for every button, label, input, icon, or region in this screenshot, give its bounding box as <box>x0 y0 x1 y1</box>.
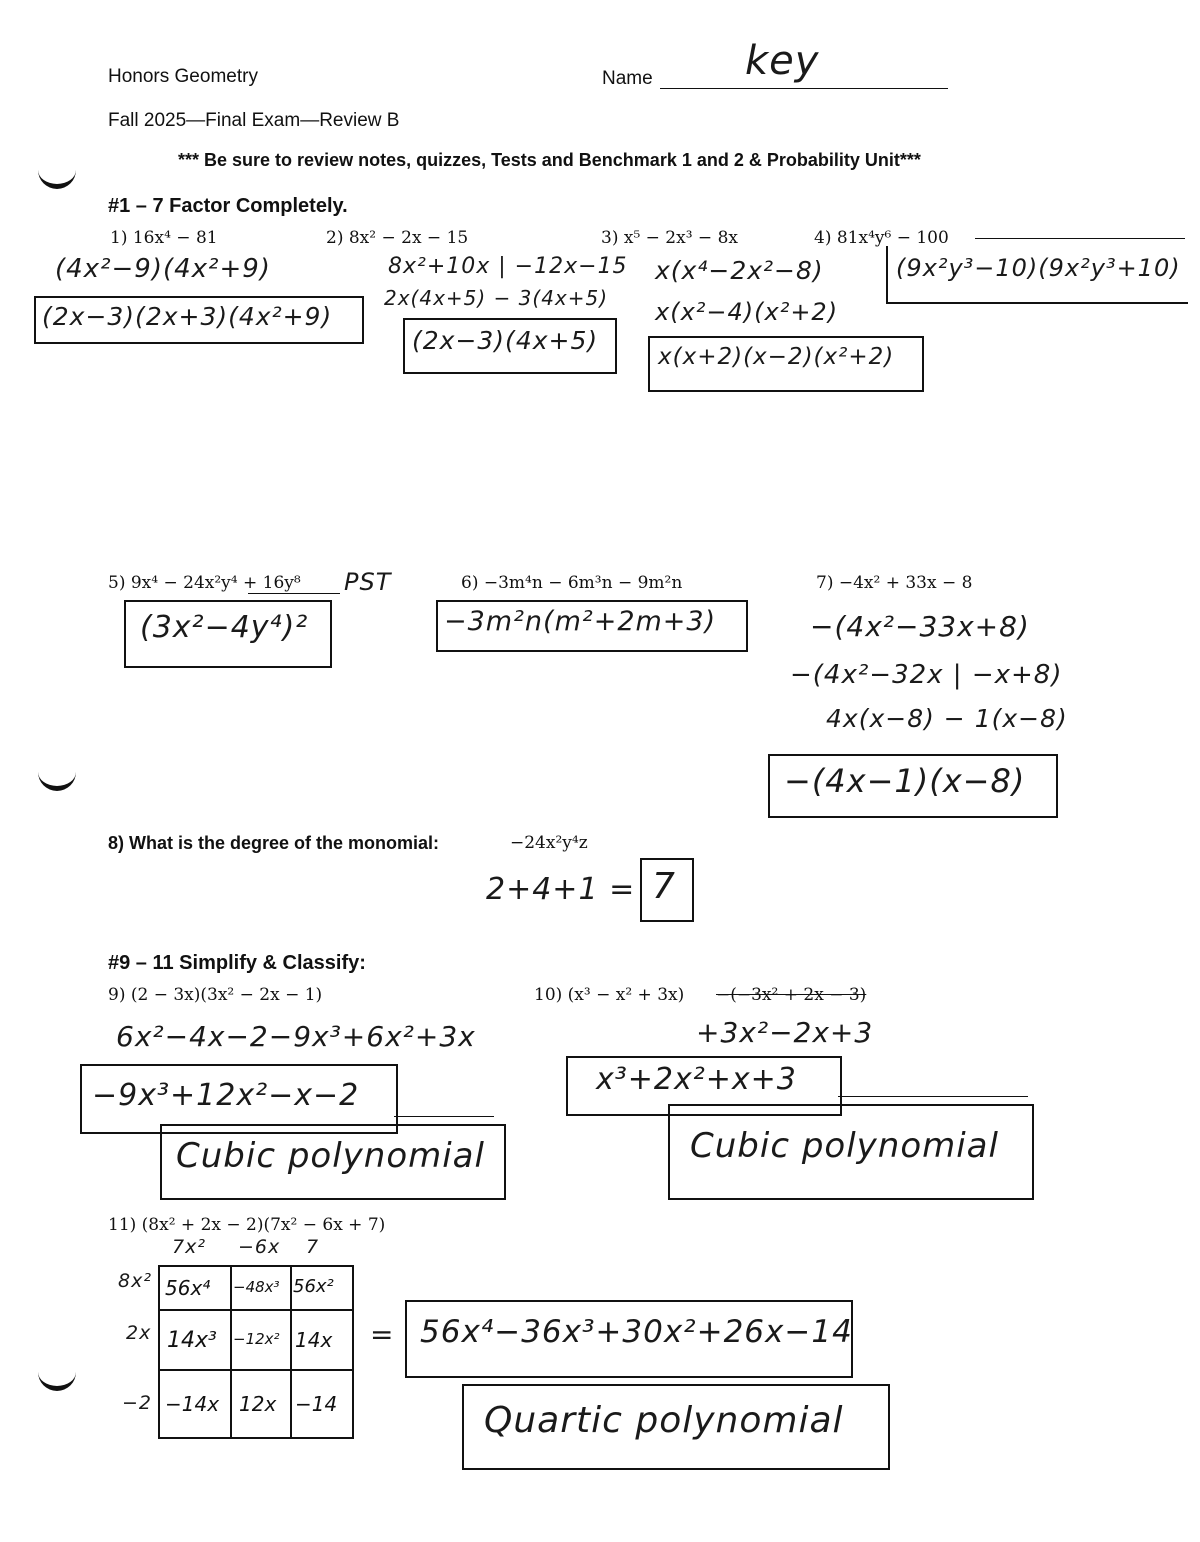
problem-5-question: 5) 9x⁴ − 24x²y⁴ + 16y⁸ <box>108 573 301 593</box>
problem-9-answer: −9x³+12x²−x−2 <box>92 1078 360 1113</box>
problem-9-connector <box>394 1116 494 1117</box>
problem-10-classification: Cubic polynomial <box>690 1126 999 1166</box>
problem-10-struck-term: −(−3x² + 2x − 3) <box>716 985 867 1005</box>
grid-cell: 14x <box>295 1328 333 1352</box>
problem-10-answer: x³+2x²+x+3 <box>596 1062 797 1097</box>
section-heading-simplify: #9 – 11 Simplify & Classify: <box>108 952 366 974</box>
problem-11-classification: Quartic polynomial <box>484 1400 844 1441</box>
problem-3-work-2: x(x²−4)(x²+2) <box>655 298 839 326</box>
problem-2-work-2: 2x(4x+5) − 3(4x+5) <box>384 286 609 310</box>
problem-11-question: 11) (8x² + 2x − 2)(7x² − 6x + 7) <box>108 1215 386 1235</box>
hole-mark <box>38 170 76 189</box>
area-model-grid <box>135 1262 357 1442</box>
grid-cell: 56x⁴ <box>165 1276 211 1300</box>
question-8-answer: 7 <box>652 866 676 907</box>
section-heading-factor: #1 – 7 Factor Completely. <box>108 195 348 217</box>
name-value: key <box>745 38 820 84</box>
problem-7-work-2: −(4x²−32x | −x+8) <box>790 660 1063 690</box>
grid-cell: 12x <box>239 1392 277 1416</box>
problem-1-work: (4x²−9)(4x²+9) <box>55 254 271 284</box>
grid-col-header: 7 <box>306 1236 320 1258</box>
problem-2-answer: (2x−3)(4x+5) <box>412 326 599 355</box>
problem-11-answer: 56x⁴−36x³+30x²+26x−14 <box>420 1314 853 1350</box>
problem-10-question: 10) (x³ − x² + 3x) <box>534 985 685 1005</box>
problem-9-classification: Cubic polynomial <box>176 1136 485 1176</box>
course-title: Honors Geometry <box>108 66 258 87</box>
question-8-work: 2+4+1 = <box>486 872 636 907</box>
problem-7-work-3: 4x(x−8) − 1(x−8) <box>826 704 1068 733</box>
problem-7-answer: −(4x−1)(x−8) <box>784 762 1026 800</box>
problem-10-work: +3x²−2x+3 <box>696 1016 874 1049</box>
problem-11-equals: = <box>370 1318 395 1351</box>
question-8-prompt: 8) What is the degree of the monomial: <box>108 833 440 853</box>
grid-row-header: 8x² <box>118 1270 152 1292</box>
problem-1-answer: (2x−3)(2x+3)(4x²+9) <box>42 302 333 331</box>
problem-5-underline <box>248 593 340 594</box>
problem-1-question: 1) 16x⁴ − 81 <box>110 228 218 248</box>
review-note: *** Be sure to review notes, quizzes, Tests and Benchmark 1 and 2 & Probability Unit*** <box>178 150 921 170</box>
grid-col-header: 7x² <box>172 1236 206 1258</box>
grid-cell: 14x³ <box>167 1328 217 1353</box>
problem-3-answer: x(x+2)(x−2)(x²+2) <box>658 344 895 370</box>
grid-cell: −48x³ <box>233 1278 280 1296</box>
name-label: Name <box>602 68 653 89</box>
grid-row-header: 2x <box>126 1322 152 1344</box>
hole-mark <box>38 1372 76 1391</box>
exam-subtitle: Fall 2025—Final Exam—Review B <box>108 110 400 131</box>
problem-4-question: 4) 81x⁴y⁶ − 100 <box>814 228 949 248</box>
problem-9-question: 9) (2 − 3x)(3x² − 2x − 1) <box>108 985 323 1005</box>
grid-cell: −12x² <box>233 1330 280 1348</box>
problem-4-rule <box>975 238 1185 239</box>
grid-col-header: −6x <box>238 1236 281 1258</box>
problem-2-question: 2) 8x² − 2x − 15 <box>326 228 469 248</box>
question-8-expression: −24x²y⁴z <box>510 833 588 853</box>
problem-10-connector <box>838 1096 1028 1097</box>
grid-row-header: −2 <box>122 1392 153 1414</box>
problem-6-answer: −3m²n(m²+2m+3) <box>444 606 717 637</box>
problem-5-answer: (3x²−4y⁴)² <box>140 610 309 645</box>
grid-cell: −14x <box>165 1392 220 1416</box>
name-line <box>660 88 948 89</box>
problem-7-work-1: −(4x²−33x+8) <box>810 610 1030 643</box>
problem-2-work-1: 8x²+10x | −12x−15 <box>388 254 628 279</box>
hole-mark <box>38 772 76 791</box>
problem-5-note: PST <box>344 568 392 596</box>
problem-4-answer: (9x²y³−10)(9x²y³+10) <box>896 254 1181 282</box>
problem-6-question: 6) −3m⁴n − 6m³n − 9m²n <box>461 573 683 593</box>
grid-cell: 56x² <box>293 1276 334 1297</box>
problem-3-work-1: x(x⁴−2x²−8) <box>655 256 824 285</box>
problem-3-question: 3) x⁵ − 2x³ − 8x <box>601 228 738 248</box>
grid-cell: −14 <box>295 1392 338 1416</box>
problem-9-work: 6x²−4x−2−9x³+6x²+3x <box>116 1020 476 1053</box>
problem-7-question: 7) −4x² + 33x − 8 <box>816 573 973 593</box>
